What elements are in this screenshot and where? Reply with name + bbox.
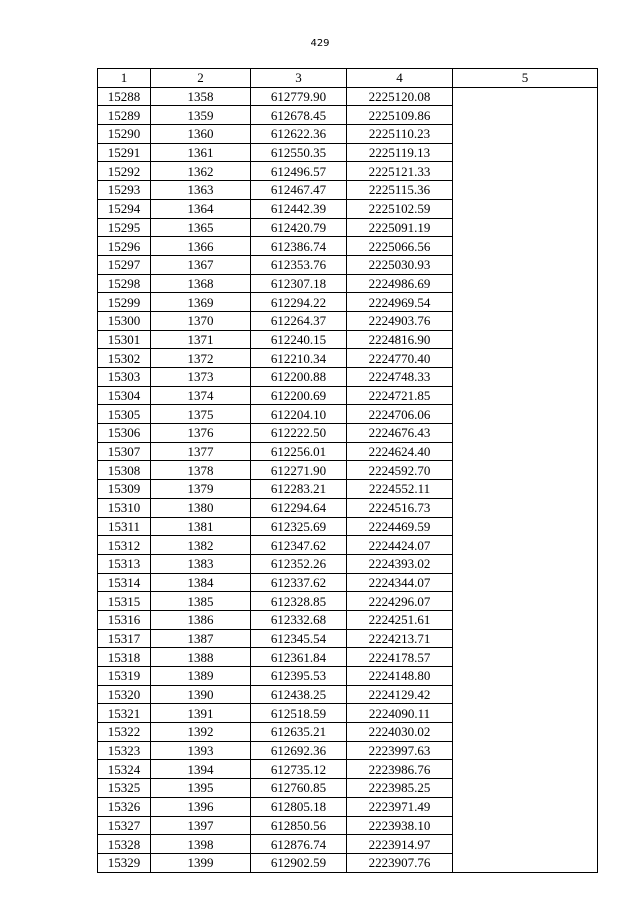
cell-col-1: 15298 — [98, 274, 151, 293]
cell-col-1: 15315 — [98, 592, 151, 611]
cell-col-4: 2224296.07 — [347, 592, 453, 611]
cell-col-2: 1397 — [151, 816, 251, 835]
cell-col-2: 1386 — [151, 610, 251, 629]
cell-col-3: 612222.50 — [251, 424, 347, 443]
cell-col-1: 15322 — [98, 723, 151, 742]
cell-col-2: 1376 — [151, 424, 251, 443]
cell-col-4: 2224148.80 — [347, 667, 453, 686]
cell-col-2: 1378 — [151, 461, 251, 480]
cell-col-2: 1371 — [151, 330, 251, 349]
cell-col-2: 1372 — [151, 349, 251, 368]
cell-col-4: 2223971.49 — [347, 797, 453, 816]
header-col-1: 1 — [98, 69, 151, 88]
cell-col-3: 612200.69 — [251, 386, 347, 405]
cell-col-4: 2225119.13 — [347, 143, 453, 162]
cell-col-1: 15318 — [98, 648, 151, 667]
cell-col-3: 612735.12 — [251, 760, 347, 779]
cell-col-3: 612760.85 — [251, 779, 347, 798]
cell-col-3: 612438.25 — [251, 685, 347, 704]
cell-col-5 — [453, 87, 598, 872]
cell-col-4: 2225115.36 — [347, 181, 453, 200]
cell-col-3: 612204.10 — [251, 405, 347, 424]
cell-col-1: 15291 — [98, 143, 151, 162]
page-number: 429 — [310, 38, 330, 49]
cell-col-1: 15310 — [98, 498, 151, 517]
cell-col-3: 612264.37 — [251, 311, 347, 330]
cell-col-4: 2224748.33 — [347, 368, 453, 387]
cell-col-3: 612902.59 — [251, 853, 347, 872]
cell-col-4: 2224969.54 — [347, 293, 453, 312]
cell-col-2: 1390 — [151, 685, 251, 704]
cell-col-2: 1395 — [151, 779, 251, 798]
cell-col-3: 612294.64 — [251, 498, 347, 517]
cell-col-2: 1391 — [151, 704, 251, 723]
cell-col-1: 15321 — [98, 704, 151, 723]
cell-col-1: 15289 — [98, 106, 151, 125]
header-col-2: 2 — [151, 69, 251, 88]
cell-col-4: 2225110.23 — [347, 125, 453, 144]
cell-col-2: 1364 — [151, 199, 251, 218]
cell-col-3: 612307.18 — [251, 274, 347, 293]
cell-col-3: 612332.68 — [251, 610, 347, 629]
cell-col-3: 612692.36 — [251, 741, 347, 760]
cell-col-3: 612271.90 — [251, 461, 347, 480]
cell-col-1: 15295 — [98, 218, 151, 237]
cell-col-2: 1380 — [151, 498, 251, 517]
cell-col-2: 1381 — [151, 517, 251, 536]
cell-col-1: 15327 — [98, 816, 151, 835]
cell-col-4: 2225109.86 — [347, 106, 453, 125]
coordinates-table — [97, 68, 598, 873]
cell-col-3: 612352.26 — [251, 554, 347, 573]
cell-col-3: 612850.56 — [251, 816, 347, 835]
cell-col-4: 2225102.59 — [347, 199, 453, 218]
cell-col-4: 2224903.76 — [347, 311, 453, 330]
cell-col-2: 1366 — [151, 237, 251, 256]
cell-col-1: 15311 — [98, 517, 151, 536]
cell-col-2: 1388 — [151, 648, 251, 667]
cell-col-4: 2224344.07 — [347, 573, 453, 592]
cell-col-1: 15301 — [98, 330, 151, 349]
cell-col-2: 1396 — [151, 797, 251, 816]
cell-col-3: 612345.54 — [251, 629, 347, 648]
cell-col-3: 612395.53 — [251, 667, 347, 686]
cell-col-1: 15314 — [98, 573, 151, 592]
cell-col-4: 2224770.40 — [347, 349, 453, 368]
cell-col-1: 15329 — [98, 853, 151, 872]
cell-col-1: 15325 — [98, 779, 151, 798]
cell-col-1: 15312 — [98, 536, 151, 555]
cell-col-1: 15303 — [98, 368, 151, 387]
cell-col-4: 2223997.63 — [347, 741, 453, 760]
cell-col-4: 2224986.69 — [347, 274, 453, 293]
cell-col-1: 15299 — [98, 293, 151, 312]
cell-col-1: 15323 — [98, 741, 151, 760]
cell-col-4: 2223986.76 — [347, 760, 453, 779]
header-col-4: 4 — [347, 69, 453, 88]
cell-col-1: 15320 — [98, 685, 151, 704]
cell-col-4: 2225091.19 — [347, 218, 453, 237]
cell-col-2: 1394 — [151, 760, 251, 779]
cell-col-2: 1393 — [151, 741, 251, 760]
cell-col-3: 612210.34 — [251, 349, 347, 368]
cell-col-1: 15307 — [98, 442, 151, 461]
cell-col-4: 2225030.93 — [347, 255, 453, 274]
cell-col-3: 612328.85 — [251, 592, 347, 611]
cell-col-4: 2223914.97 — [347, 835, 453, 854]
cell-col-4: 2225121.33 — [347, 162, 453, 181]
cell-col-2: 1398 — [151, 835, 251, 854]
cell-col-1: 15304 — [98, 386, 151, 405]
cell-col-3: 612200.88 — [251, 368, 347, 387]
cell-col-2: 1385 — [151, 592, 251, 611]
cell-col-1: 15309 — [98, 480, 151, 499]
cell-col-3: 612635.21 — [251, 723, 347, 742]
cell-col-1: 15328 — [98, 835, 151, 854]
cell-col-4: 2224090.11 — [347, 704, 453, 723]
cell-col-1: 15296 — [98, 237, 151, 256]
cell-col-4: 2224624.40 — [347, 442, 453, 461]
cell-col-3: 612256.01 — [251, 442, 347, 461]
cell-col-4: 2224129.42 — [347, 685, 453, 704]
cell-col-2: 1382 — [151, 536, 251, 555]
cell-col-1: 15288 — [98, 87, 151, 106]
cell-col-3: 612805.18 — [251, 797, 347, 816]
cell-col-2: 1384 — [151, 573, 251, 592]
cell-col-3: 612876.74 — [251, 835, 347, 854]
cell-col-4: 2224516.73 — [347, 498, 453, 517]
cell-col-1: 15294 — [98, 199, 151, 218]
cell-col-1: 15300 — [98, 311, 151, 330]
cell-col-3: 612337.62 — [251, 573, 347, 592]
cell-col-4: 2224706.06 — [347, 405, 453, 424]
header-row — [98, 69, 598, 88]
cell-col-3: 612353.76 — [251, 255, 347, 274]
cell-col-3: 612361.84 — [251, 648, 347, 667]
cell-col-4: 2224178.57 — [347, 648, 453, 667]
cell-col-2: 1370 — [151, 311, 251, 330]
cell-col-1: 15316 — [98, 610, 151, 629]
cell-col-1: 15293 — [98, 181, 151, 200]
cell-col-2: 1375 — [151, 405, 251, 424]
cell-col-1: 15317 — [98, 629, 151, 648]
cell-col-4: 2223938.10 — [347, 816, 453, 835]
cell-col-2: 1358 — [151, 87, 251, 106]
cell-col-2: 1360 — [151, 125, 251, 144]
cell-col-1: 15292 — [98, 162, 151, 181]
cell-col-3: 612779.90 — [251, 87, 347, 106]
cell-col-4: 2224213.71 — [347, 629, 453, 648]
cell-col-1: 15326 — [98, 797, 151, 816]
cell-col-3: 612294.22 — [251, 293, 347, 312]
cell-col-2: 1399 — [151, 853, 251, 872]
cell-col-3: 612442.39 — [251, 199, 347, 218]
cell-col-1: 15305 — [98, 405, 151, 424]
cell-col-4: 2225120.08 — [347, 87, 453, 106]
cell-col-1: 15324 — [98, 760, 151, 779]
cell-col-3: 612240.15 — [251, 330, 347, 349]
cell-col-1: 15290 — [98, 125, 151, 144]
cell-col-4: 2224552.11 — [347, 480, 453, 499]
cell-col-2: 1365 — [151, 218, 251, 237]
table-body — [98, 87, 598, 872]
cell-col-4: 2223985.25 — [347, 779, 453, 798]
cell-col-3: 612622.36 — [251, 125, 347, 144]
cell-col-2: 1377 — [151, 442, 251, 461]
cell-col-1: 15302 — [98, 349, 151, 368]
cell-col-2: 1367 — [151, 255, 251, 274]
cell-col-3: 612550.35 — [251, 143, 347, 162]
cell-col-4: 2224592.70 — [347, 461, 453, 480]
cell-col-4: 2224424.07 — [347, 536, 453, 555]
cell-col-3: 612496.57 — [251, 162, 347, 181]
header-col-5: 5 — [453, 69, 598, 88]
cell-col-2: 1374 — [151, 386, 251, 405]
cell-col-4: 2224393.02 — [347, 554, 453, 573]
cell-col-3: 612467.47 — [251, 181, 347, 200]
cell-col-4: 2224676.43 — [347, 424, 453, 443]
cell-col-2: 1361 — [151, 143, 251, 162]
cell-col-2: 1373 — [151, 368, 251, 387]
cell-col-3: 612678.45 — [251, 106, 347, 125]
cell-col-4: 2224469.59 — [347, 517, 453, 536]
cell-col-2: 1362 — [151, 162, 251, 181]
cell-col-2: 1359 — [151, 106, 251, 125]
cell-col-2: 1387 — [151, 629, 251, 648]
cell-col-1: 15308 — [98, 461, 151, 480]
cell-col-1: 15306 — [98, 424, 151, 443]
cell-col-3: 612386.74 — [251, 237, 347, 256]
cell-col-4: 2225066.56 — [347, 237, 453, 256]
cell-col-2: 1368 — [151, 274, 251, 293]
cell-col-4: 2224030.02 — [347, 723, 453, 742]
cell-col-1: 15313 — [98, 554, 151, 573]
cell-col-4: 2224816.90 — [347, 330, 453, 349]
cell-col-4: 2224721.85 — [347, 386, 453, 405]
cell-col-3: 612420.79 — [251, 218, 347, 237]
cell-col-1: 15297 — [98, 255, 151, 274]
cell-col-3: 612325.69 — [251, 517, 347, 536]
cell-col-2: 1369 — [151, 293, 251, 312]
cell-col-3: 612347.62 — [251, 536, 347, 555]
table-row — [98, 87, 598, 106]
cell-col-2: 1392 — [151, 723, 251, 742]
cell-col-2: 1389 — [151, 667, 251, 686]
cell-col-3: 612518.59 — [251, 704, 347, 723]
cell-col-3: 612283.21 — [251, 480, 347, 499]
cell-col-2: 1363 — [151, 181, 251, 200]
cell-col-4: 2223907.76 — [347, 853, 453, 872]
cell-col-2: 1379 — [151, 480, 251, 499]
cell-col-1: 15319 — [98, 667, 151, 686]
cell-col-2: 1383 — [151, 554, 251, 573]
cell-col-4: 2224251.61 — [347, 610, 453, 629]
header-col-3: 3 — [251, 69, 347, 88]
